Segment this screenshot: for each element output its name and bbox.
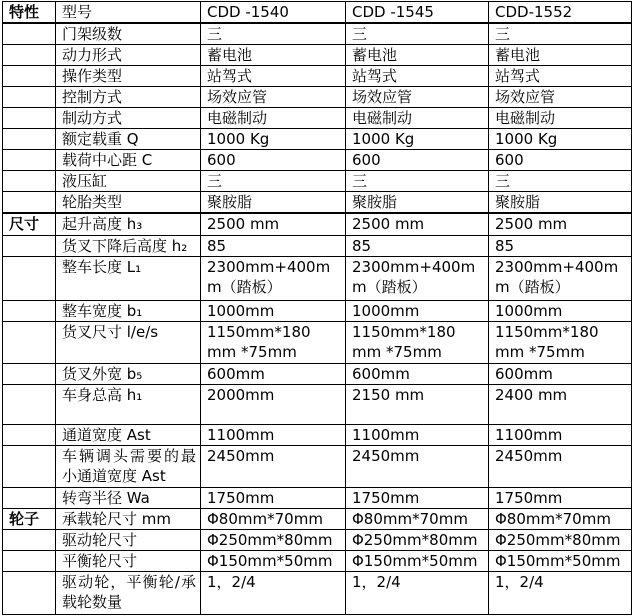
group-cell bbox=[3, 171, 56, 192]
spec-value-cell-3: 2300mm+400mm（踏板） bbox=[489, 256, 632, 300]
spec-value-cell-3: 2450mm bbox=[489, 445, 632, 487]
table-row bbox=[3, 424, 632, 445]
spec-label-cell: 动力形式 bbox=[56, 45, 201, 66]
spec-value-cell-2: 聚胺脂 bbox=[346, 192, 489, 214]
spec-value-cell-2: 2150 mm bbox=[346, 384, 489, 424]
spec-table bbox=[2, 1, 632, 615]
spec-value-cell-3: 场效应管 bbox=[489, 87, 632, 108]
spec-value-cell-2: 1750mm bbox=[346, 487, 489, 508]
table-row bbox=[3, 384, 632, 424]
spec-value-cell-1: 1000mm bbox=[201, 300, 346, 321]
group-cell: 尺寸 bbox=[3, 213, 56, 235]
spec-label-cell: 制动方式 bbox=[56, 108, 201, 129]
model-header-cell-3: CDD-1552 bbox=[489, 2, 632, 24]
table-row bbox=[3, 45, 632, 66]
table-row bbox=[3, 87, 632, 108]
spec-value-cell-1: 600 bbox=[201, 150, 346, 171]
group-cell: 轮子 bbox=[3, 508, 56, 529]
spec-label-cell: 车身总高 h₁ bbox=[56, 384, 201, 424]
group-cell bbox=[3, 487, 56, 508]
group-cell bbox=[3, 66, 56, 87]
header-label-cell: 型号 bbox=[56, 2, 201, 24]
table-row bbox=[3, 108, 632, 129]
spec-value-cell-1: 1，2/4 bbox=[201, 571, 346, 614]
table-row bbox=[3, 213, 632, 235]
spec-value-cell-3: Φ250mm*80mm bbox=[489, 529, 632, 550]
spec-value-cell-2: 1100mm bbox=[346, 424, 489, 445]
spec-value-cell-2: 2450mm bbox=[346, 445, 489, 487]
table-row bbox=[3, 192, 632, 214]
spec-value-cell-2: 2300mm+400mm（踏板） bbox=[346, 256, 489, 300]
spec-label-cell: 货叉外宽 b₅ bbox=[56, 363, 201, 384]
spec-value-cell-3: Φ80mm*70mm bbox=[489, 508, 632, 529]
spec-label-cell: 驱动轮，平衡轮/承载轮数量 bbox=[56, 571, 201, 614]
spec-value-cell-1: 1000 Kg bbox=[201, 129, 346, 150]
spec-value-cell-2: 1，2/4 bbox=[346, 571, 489, 614]
spec-value-cell-3: 1150mm*180 mm *75mm bbox=[489, 321, 632, 363]
spec-value-cell-3: 站驾式 bbox=[489, 66, 632, 87]
spec-value-cell-3: 85 bbox=[489, 235, 632, 256]
spec-value-cell-1: 三 bbox=[201, 171, 346, 192]
spec-value-cell-3: 2500 mm bbox=[489, 213, 632, 235]
spec-label-cell: 货叉下降后高度 h₂ bbox=[56, 235, 201, 256]
spec-value-cell-3: 1000 Kg bbox=[489, 129, 632, 150]
table-row bbox=[3, 550, 632, 571]
group-cell bbox=[3, 300, 56, 321]
spec-value-cell-3: 2400 mm bbox=[489, 384, 632, 424]
spec-value-cell-2: 600mm bbox=[346, 363, 489, 384]
spec-value-cell-1: 聚胺脂 bbox=[201, 192, 346, 214]
table-row bbox=[3, 571, 632, 614]
spec-value-cell-1: 600mm bbox=[201, 363, 346, 384]
spec-value-cell-3: 聚胺脂 bbox=[489, 192, 632, 214]
table-row bbox=[3, 256, 632, 300]
table-row bbox=[3, 321, 632, 363]
spec-label-cell: 通道宽度 Ast bbox=[56, 424, 201, 445]
spec-label-cell: 整车宽度 b₁ bbox=[56, 300, 201, 321]
spec-label-cell: 门架级数 bbox=[56, 23, 201, 45]
group-cell bbox=[3, 321, 56, 363]
spec-value-cell-2: 1150mm*180 mm *75mm bbox=[346, 321, 489, 363]
group-cell bbox=[3, 87, 56, 108]
spec-value-cell-2: 三 bbox=[346, 171, 489, 192]
spec-label-cell: 货叉尺寸 l/e/s bbox=[56, 321, 201, 363]
spec-label-cell: 液压缸 bbox=[56, 171, 201, 192]
group-cell bbox=[3, 23, 56, 45]
table-row bbox=[3, 66, 632, 87]
spec-value-cell-1: Φ150mm*50mm bbox=[201, 550, 346, 571]
spec-value-cell-1: 2450mm bbox=[201, 445, 346, 487]
spec-value-cell-3: 三 bbox=[489, 171, 632, 192]
spec-value-cell-1: 1100mm bbox=[201, 424, 346, 445]
spec-label-cell: 操作类型 bbox=[56, 66, 201, 87]
group-cell bbox=[3, 45, 56, 66]
spec-value-cell-3: 600 bbox=[489, 150, 632, 171]
model-header-cell-2: CDD -1545 bbox=[346, 2, 489, 24]
spec-value-cell-1: 三 bbox=[201, 23, 346, 45]
spec-value-cell-2: 站驾式 bbox=[346, 66, 489, 87]
spec-value-cell-3: 1100mm bbox=[489, 424, 632, 445]
spec-value-cell-3: 1，2/4 bbox=[489, 571, 632, 614]
spec-value-cell-2: Φ150mm*50mm bbox=[346, 550, 489, 571]
spec-value-cell-1: 1150mm*180 mm *75mm bbox=[201, 321, 346, 363]
group-cell bbox=[3, 108, 56, 129]
spec-value-cell-1: 1750mm bbox=[201, 487, 346, 508]
group-cell bbox=[3, 424, 56, 445]
corner-group-cell: 特性 bbox=[3, 2, 56, 24]
group-cell bbox=[3, 571, 56, 614]
spec-value-cell-2: Φ80mm*70mm bbox=[346, 508, 489, 529]
table-row bbox=[3, 363, 632, 384]
spec-label-cell: 车辆调头需要的最小通道宽度 Ast bbox=[56, 445, 201, 487]
spec-table-body bbox=[3, 2, 632, 615]
table-row bbox=[3, 150, 632, 171]
spec-value-cell-2: 600 bbox=[346, 150, 489, 171]
spec-label-cell: 载荷中心距 C bbox=[56, 150, 201, 171]
group-cell bbox=[3, 384, 56, 424]
table-row bbox=[3, 529, 632, 550]
table-row bbox=[3, 171, 632, 192]
table-row bbox=[3, 300, 632, 321]
spec-value-cell-2: 85 bbox=[346, 235, 489, 256]
spec-label-cell: 起升高度 h₃ bbox=[56, 213, 201, 235]
spec-value-cell-3: Φ150mm*50mm bbox=[489, 550, 632, 571]
spec-value-cell-3: 蓄电池 bbox=[489, 45, 632, 66]
group-cell bbox=[3, 550, 56, 571]
spec-value-cell-1: 85 bbox=[201, 235, 346, 256]
spec-label-cell: 轮胎类型 bbox=[56, 192, 201, 214]
group-cell bbox=[3, 363, 56, 384]
spec-label-cell: 平衡轮尺寸 bbox=[56, 550, 201, 571]
spec-label-cell: 承载轮尺寸 mm bbox=[56, 508, 201, 529]
table-row bbox=[3, 445, 632, 487]
group-cell bbox=[3, 192, 56, 214]
model-header-cell-1: CDD -1540 bbox=[201, 2, 346, 24]
table-row bbox=[3, 235, 632, 256]
spec-value-cell-1: 站驾式 bbox=[201, 66, 346, 87]
spec-label-cell: 控制方式 bbox=[56, 87, 201, 108]
group-cell bbox=[3, 529, 56, 550]
group-cell bbox=[3, 235, 56, 256]
table-row bbox=[3, 129, 632, 150]
spec-value-cell-2: 2500 mm bbox=[346, 213, 489, 235]
spec-value-cell-3: 600mm bbox=[489, 363, 632, 384]
group-cell bbox=[3, 129, 56, 150]
spec-value-cell-2: 场效应管 bbox=[346, 87, 489, 108]
spec-value-cell-1: 电磁制动 bbox=[201, 108, 346, 129]
spec-value-cell-1: 2300mm+400mm（踏板） bbox=[201, 256, 346, 300]
table-row bbox=[3, 508, 632, 529]
spec-value-cell-1: Φ80mm*70mm bbox=[201, 508, 346, 529]
spec-value-cell-2: 电磁制动 bbox=[346, 108, 489, 129]
spec-value-cell-1: 2000mm bbox=[201, 384, 346, 424]
spec-value-cell-1: 蓄电池 bbox=[201, 45, 346, 66]
group-cell bbox=[3, 256, 56, 300]
spec-value-cell-1: 场效应管 bbox=[201, 87, 346, 108]
group-cell bbox=[3, 150, 56, 171]
spec-value-cell-2: Φ250mm*80mm bbox=[346, 529, 489, 550]
spec-value-cell-3: 电磁制动 bbox=[489, 108, 632, 129]
spec-value-cell-2: 蓄电池 bbox=[346, 45, 489, 66]
spec-value-cell-1: 2500 mm bbox=[201, 213, 346, 235]
spec-label-cell: 转弯半径 Wa bbox=[56, 487, 201, 508]
group-cell bbox=[3, 445, 56, 487]
spec-value-cell-2: 1000 Kg bbox=[346, 129, 489, 150]
spec-value-cell-3: 三 bbox=[489, 23, 632, 45]
spec-label-cell: 额定载重 Q bbox=[56, 129, 201, 150]
spec-label-cell: 驱动轮尺寸 bbox=[56, 529, 201, 550]
table-row bbox=[3, 487, 632, 508]
spec-value-cell-2: 1000mm bbox=[346, 300, 489, 321]
spec-value-cell-1: Φ250mm*80mm bbox=[201, 529, 346, 550]
header-row bbox=[3, 2, 632, 24]
table-row bbox=[3, 23, 632, 45]
spec-value-cell-3: 1750mm bbox=[489, 487, 632, 508]
spec-label-cell: 整车长度 L₁ bbox=[56, 256, 201, 300]
spec-value-cell-3: 1000mm bbox=[489, 300, 632, 321]
spec-value-cell-2: 三 bbox=[346, 23, 489, 45]
